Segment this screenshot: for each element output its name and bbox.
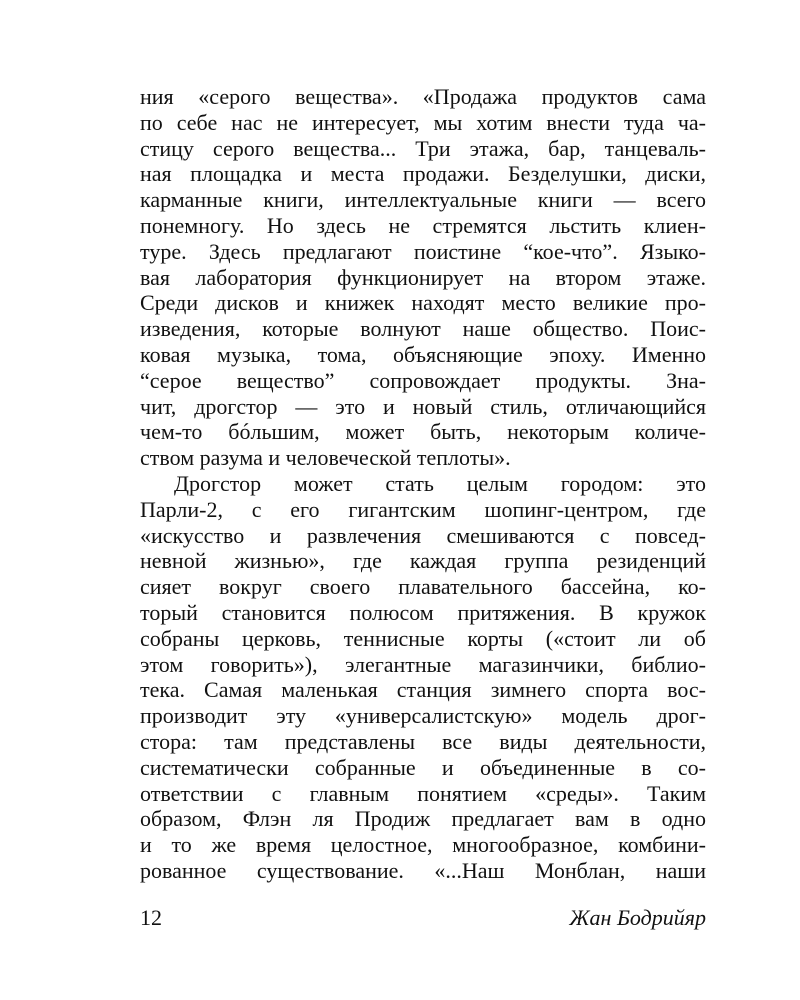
text-line: систематически собранные и объединенные в со-	[140, 754, 706, 780]
text-line: “серое вещество” сопровождает продукты. Зна-	[140, 367, 706, 393]
text-line: ния «серого вещества». «Продажа продуктов сама	[140, 84, 706, 109]
text-line: ная площадка и места продажи. Безделушки, диски,	[140, 161, 706, 187]
text-line: сияет вокруг своего плавательного бассейна, ко-	[140, 574, 706, 600]
text-line: понемногу. Но здесь не стремятся льстить клиен-	[140, 212, 706, 238]
text-line: торый становится полюсом притяжения. В кружок	[140, 599, 706, 625]
text-line: и то же время целостное, многообразное, комбини-	[140, 832, 706, 858]
text-line: карманные книги, интеллектуальные книги — всего	[140, 187, 706, 213]
text-line: невной жизнью», где каждая группа резиденций	[140, 548, 706, 574]
text-line: по себе нас не интересует, мы хотим внести туда ча-	[140, 109, 706, 135]
text-line: ковая музыка, тома, объясняющие эпоху. Именно	[140, 341, 706, 367]
text-line: стицу серого вещества... Три этажа, бар, танцеваль-	[140, 135, 706, 161]
text-line: Среди дисков и книжек находят место великие про-	[140, 290, 706, 316]
text-line: рованное существование. «...Наш Монблан, наши	[140, 857, 706, 883]
paragraph-first-line: Дрогстор может стать целым городом: это	[174, 470, 706, 496]
text-line: ответствии с главным понятием «среды». Таким	[140, 780, 706, 806]
body-text	[140, 84, 706, 884]
paragraph-last-line: ством разума и человеческой теплоты».	[140, 445, 511, 471]
page-footer	[140, 903, 706, 933]
text-line: чит, дрогстор — это и новый стиль, отличающийся	[140, 393, 706, 419]
text-line: изведения, которые волнуют наше общество. Поис-	[140, 316, 706, 342]
text-line: этом говорить»), элегантные магазинчики, библио-	[140, 651, 706, 677]
text-line: тека. Самая маленькая станция зимнего спорта вос-	[140, 677, 706, 703]
text-line: стора: там представлены все виды деятельности,	[140, 728, 706, 754]
text-line: Парли-2, с его гигантским шопинг-центром, где	[140, 496, 706, 522]
text-line: собраны церковь, теннисные корты («стоит ли об	[140, 625, 706, 651]
text-line: вая лаборатория функционирует на втором этаже.	[140, 264, 706, 290]
running-author: Жан Бодрийяр	[569, 905, 706, 930]
text-line: туре. Здесь предлагают поистине “кое-что”. Языко-	[140, 238, 706, 264]
text-line: «искусство и развлечения смешиваются с повсед-	[140, 522, 706, 548]
text-line: чем-то бóльшим, может быть, некоторым количе-	[140, 419, 706, 445]
text-line: образом, Флэн ля Продиж предлагает вам в одно	[140, 806, 706, 832]
page-number: 12	[140, 905, 162, 930]
text-line: производит эту «универсалистскую» модель дрог-	[140, 703, 706, 729]
